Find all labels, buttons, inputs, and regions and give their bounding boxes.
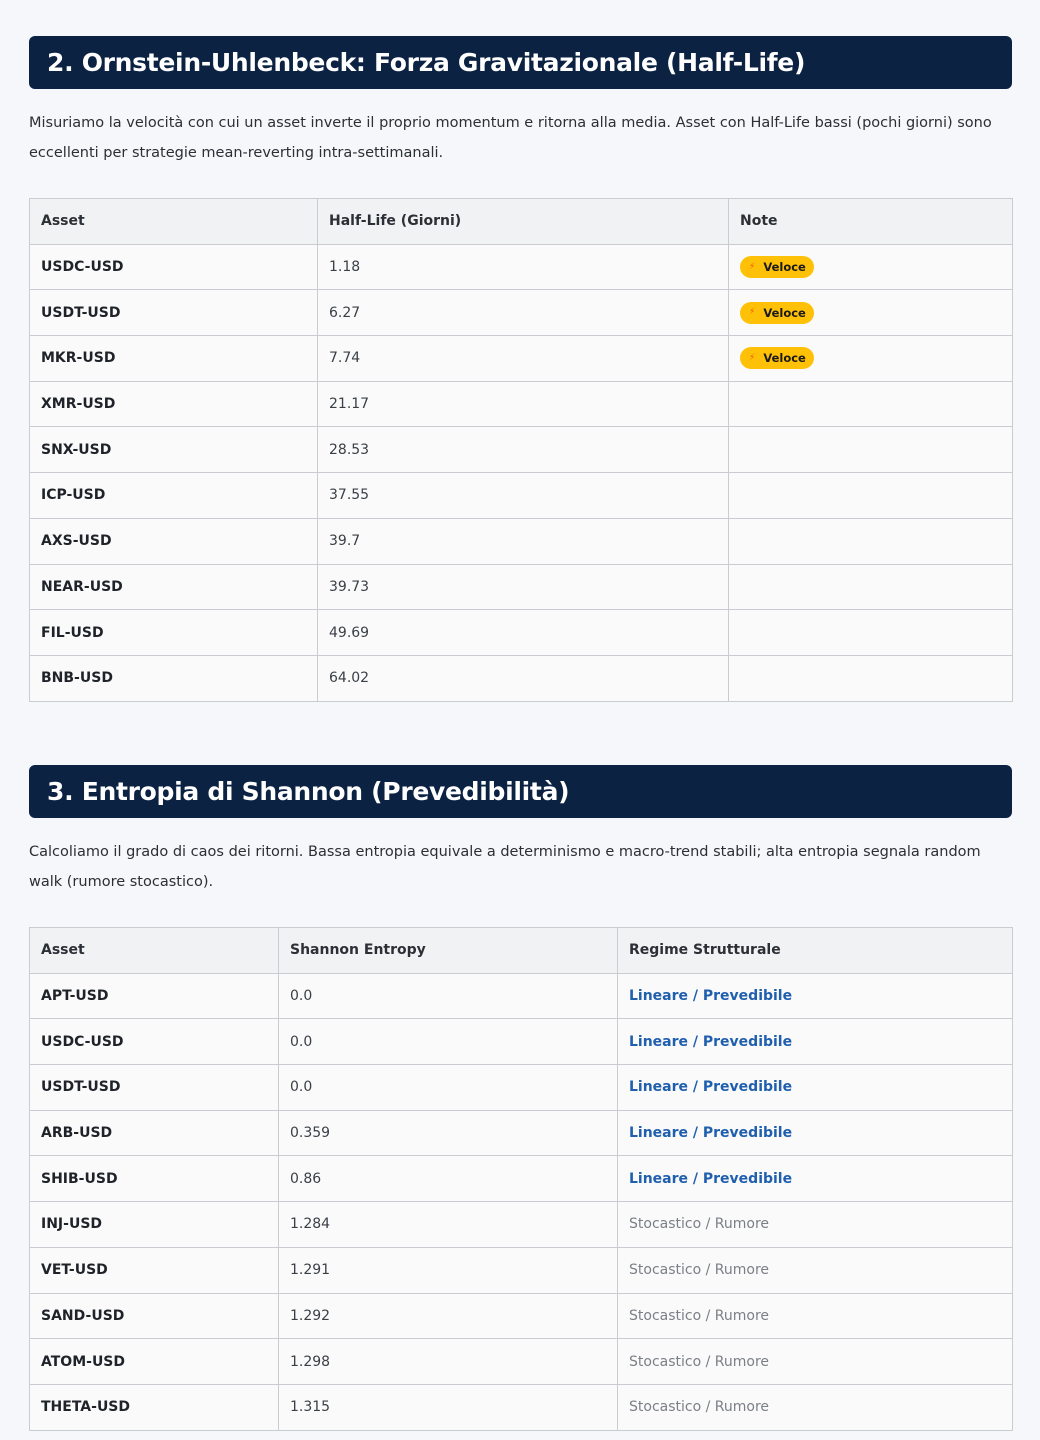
regime-cell: Lineare / Prevedibile — [618, 1019, 1013, 1065]
table-row — [30, 1065, 1013, 1111]
lightning-icon: ⚡ — [749, 261, 756, 272]
asset-cell: VET-USD — [30, 1247, 279, 1293]
asset-cell: MKR-USD — [30, 336, 318, 382]
asset-cell: USDT-USD — [30, 1065, 279, 1111]
table-row — [30, 427, 1013, 473]
lightning-icon: ⚡ — [749, 307, 756, 318]
half-life-value: 7.74 — [318, 336, 729, 382]
half-life-value: 1.18 — [318, 244, 729, 290]
table-row — [30, 1110, 1013, 1156]
table-row — [30, 290, 1013, 336]
note-cell — [729, 427, 1013, 473]
entropy-value: 0.0 — [279, 973, 618, 1019]
asset-cell: APT-USD — [30, 973, 279, 1019]
half-life-value: 64.02 — [318, 655, 729, 701]
table-row — [30, 1156, 1013, 1202]
table-row — [30, 1339, 1013, 1385]
badge-label: Veloce — [763, 305, 806, 320]
asset-cell: ARB-USD — [30, 1110, 279, 1156]
note-cell — [729, 290, 1013, 336]
status-badge — [740, 347, 814, 369]
asset-cell: SNX-USD — [30, 427, 318, 473]
table-row — [30, 564, 1013, 610]
asset-cell: INJ-USD — [30, 1202, 279, 1248]
regime-cell: Stocastico / Rumore — [618, 1247, 1013, 1293]
half-life-value: 39.7 — [318, 518, 729, 564]
table-row — [30, 473, 1013, 519]
regime-cell: Stocastico / Rumore — [618, 1339, 1013, 1385]
entropy-table — [29, 927, 1013, 1431]
table-row — [30, 381, 1013, 427]
table-row — [30, 1384, 1013, 1430]
note-cell — [729, 381, 1013, 427]
half-life-value: 39.73 — [318, 564, 729, 610]
entropy-section-title: 3. Entropia di Shannon (Prevedibilità) — [29, 765, 1012, 818]
regime-cell: Stocastico / Rumore — [618, 1293, 1013, 1339]
column-header-half-life: Half-Life (Giorni) — [318, 199, 729, 245]
half-life-value: 6.27 — [318, 290, 729, 336]
table-row — [30, 1202, 1013, 1248]
half-life-table — [29, 198, 1013, 702]
table-row — [30, 1019, 1013, 1065]
table-row — [30, 244, 1013, 290]
asset-cell: USDT-USD — [30, 290, 318, 336]
half-life-value: 28.53 — [318, 427, 729, 473]
entropy-value: 1.298 — [279, 1339, 618, 1385]
table-header-row — [30, 928, 1013, 974]
half-life-section-title: 2. Ornstein-Uhlenbeck: Forza Gravitazionale (Half-Life) — [29, 36, 1012, 89]
asset-cell: NEAR-USD — [30, 564, 318, 610]
asset-cell: SHIB-USD — [30, 1156, 279, 1202]
table-row — [30, 336, 1013, 382]
half-life-value: 37.55 — [318, 473, 729, 519]
note-cell — [729, 244, 1013, 290]
badge-label: Veloce — [763, 260, 806, 275]
column-header-shannon-entropy: Shannon Entropy — [279, 928, 618, 974]
entropy-value: 1.292 — [279, 1293, 618, 1339]
asset-cell: USDC-USD — [30, 244, 318, 290]
note-cell — [729, 336, 1013, 382]
lightning-icon: ⚡ — [749, 352, 756, 363]
table-row — [30, 610, 1013, 656]
asset-cell: XMR-USD — [30, 381, 318, 427]
column-header-regime: Regime Strutturale — [618, 928, 1013, 974]
regime-cell: Stocastico / Rumore — [618, 1384, 1013, 1430]
entropy-intro: Calcoliamo il grado di caos dei ritorni. Bassa entropia equivale a determinismo e macro-trend stabili; alta entropia segnala random walk (rumore stocastico). — [29, 844, 981, 890]
badge-label: Veloce — [763, 351, 806, 366]
asset-cell: THETA-USD — [30, 1384, 279, 1430]
entropy-value: 0.359 — [279, 1110, 618, 1156]
table-row — [30, 973, 1013, 1019]
note-cell — [729, 610, 1013, 656]
note-cell — [729, 655, 1013, 701]
asset-cell: USDC-USD — [30, 1019, 279, 1065]
regime-cell: Stocastico / Rumore — [618, 1202, 1013, 1248]
table-row — [30, 655, 1013, 701]
entropy-value: 1.315 — [279, 1384, 618, 1430]
note-cell — [729, 518, 1013, 564]
entropy-value: 0.86 — [279, 1156, 618, 1202]
status-badge — [740, 302, 814, 324]
regime-cell: Lineare / Prevedibile — [618, 973, 1013, 1019]
table-row — [30, 1247, 1013, 1293]
asset-cell: BNB-USD — [30, 655, 318, 701]
status-badge — [740, 256, 814, 278]
asset-cell: FIL-USD — [30, 610, 318, 656]
asset-cell: ATOM-USD — [30, 1339, 279, 1385]
half-life-value: 21.17 — [318, 381, 729, 427]
column-header-asset: Asset — [30, 928, 279, 974]
half-life-value: 49.69 — [318, 610, 729, 656]
asset-cell: SAND-USD — [30, 1293, 279, 1339]
asset-cell: ICP-USD — [30, 473, 318, 519]
table-header-row — [30, 199, 1013, 245]
entropy-value: 1.291 — [279, 1247, 618, 1293]
half-life-intro: Misuriamo la velocità con cui un asset inverte il proprio momentum e ritorna alla media. Asset con Half-Life bassi (pochi giorni) sono eccellenti per strategie mean-reverting intra-settimanali. — [29, 115, 992, 161]
note-cell — [729, 564, 1013, 610]
asset-cell: AXS-USD — [30, 518, 318, 564]
table-row — [30, 518, 1013, 564]
column-header-note: Note — [729, 199, 1013, 245]
regime-cell: Lineare / Prevedibile — [618, 1156, 1013, 1202]
regime-cell: Lineare / Prevedibile — [618, 1110, 1013, 1156]
entropy-value: 0.0 — [279, 1019, 618, 1065]
entropy-value: 1.284 — [279, 1202, 618, 1248]
table-row — [30, 1293, 1013, 1339]
regime-cell: Lineare / Prevedibile — [618, 1065, 1013, 1111]
note-cell — [729, 473, 1013, 519]
column-header-asset: Asset — [30, 199, 318, 245]
entropy-value: 0.0 — [279, 1065, 618, 1111]
